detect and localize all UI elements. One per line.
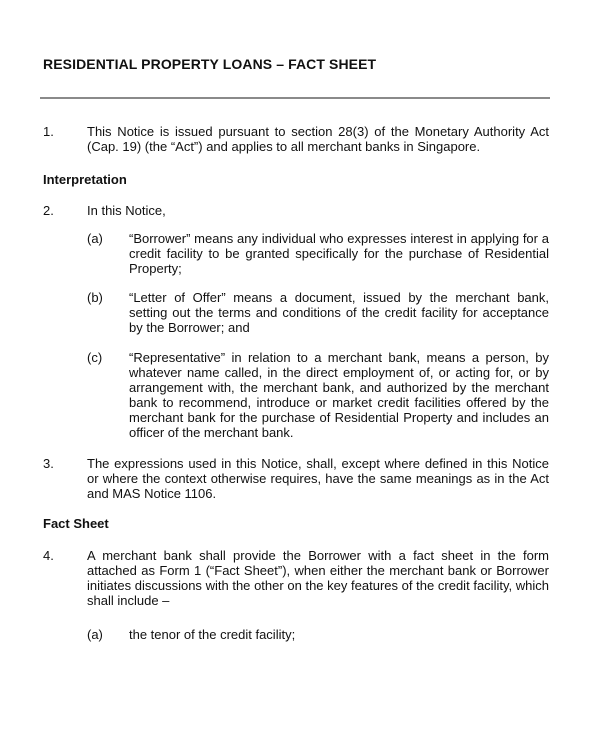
title-divider [40, 97, 550, 99]
paragraph-2c-text: “Representative” in relation to a merchant bank, means a person, by whatever name called, in the direct employment of, or acting for, or by arrangement with, the merchant bank, and authorized by the merchant bank to recommend, introduce or market credit facilities offered by the merchant bank for the purchase of Residential Property and includes an officer of the merchant bank. [129, 350, 549, 440]
paragraph-4-number: 4. [43, 548, 54, 563]
paragraph-2b-text: “Letter of Offer” means a document, issued by the merchant bank, setting out the terms and conditions of the credit facility for acceptance by the Borrower; and [129, 290, 549, 335]
paragraph-2-text: In this Notice, [87, 203, 166, 218]
paragraph-2c-label: (c) [87, 350, 103, 365]
paragraph-2-number: 2. [43, 203, 54, 218]
paragraph-2a-text: “Borrower” means any individual who expresses interest in applying for a credit facility to be granted specifically for the purchase of Residential Property; [129, 231, 549, 276]
document-title: RESIDENTIAL PROPERTY LOANS – FACT SHEET [43, 56, 377, 72]
paragraph-3-number: 3. [43, 456, 54, 471]
paragraph-4-text: A merchant bank shall provide the Borrower with a fact sheet in the form attached as Form 1 (“Fact Sheet”), when either the merchant bank or Borrower initiates discussions with the other on the key features of the credit facility, which shall include – [87, 548, 549, 608]
fact-sheet-heading: Fact Sheet [43, 516, 109, 531]
paragraph-2b-label: (b) [87, 290, 103, 305]
paragraph-4a-label: (a) [87, 627, 103, 642]
paragraph-3-text: The expressions used in this Notice, shall, except where defined in this Notice or where the context otherwise requires, have the same meanings as in the Act and MAS Notice 1106. [87, 456, 549, 501]
paragraph-2a-label: (a) [87, 231, 103, 246]
paragraph-1-text: This Notice is issued pursuant to section 28(3) of the Monetary Authority Act (Cap. 19) (the “Act”) and applies to all merchant banks in Singapore. [87, 124, 549, 154]
interpretation-heading: Interpretation [43, 172, 127, 187]
paragraph-4a-text: the tenor of the credit facility; [129, 627, 296, 642]
paragraph-1-number: 1. [43, 124, 54, 139]
